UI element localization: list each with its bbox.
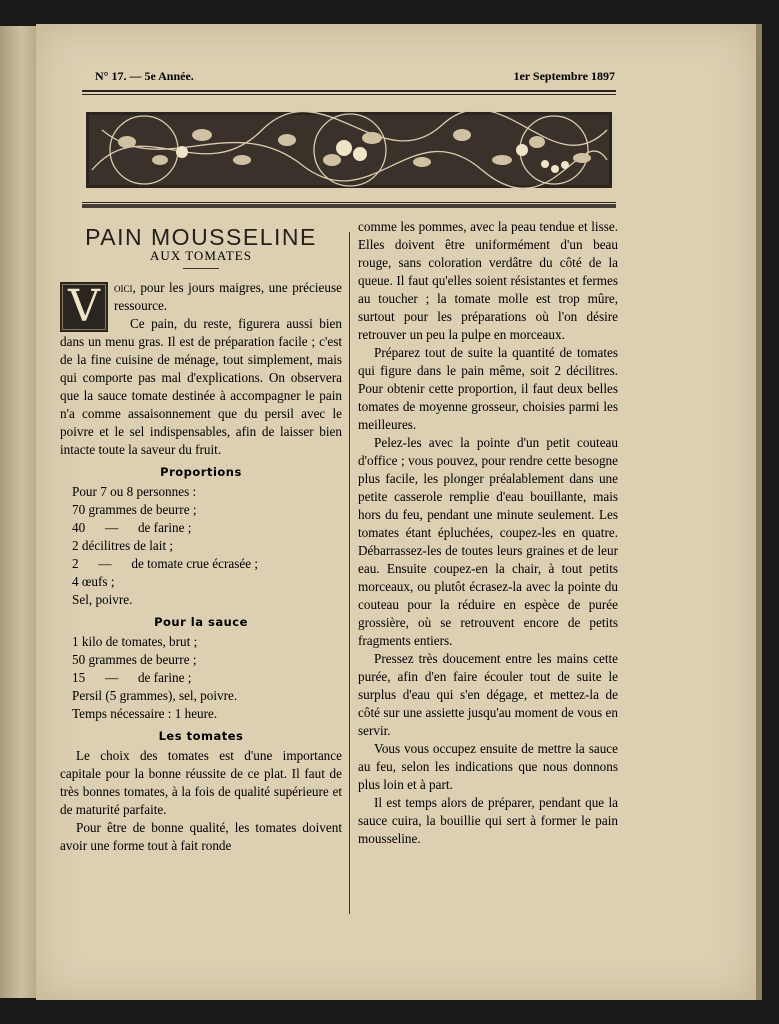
sauce-ingredient-line: 50 grammes de beurre ; <box>72 652 197 667</box>
issue-date: 1er Septembre 1897 <box>513 69 615 83</box>
proportions-heading: Proportions <box>160 465 242 479</box>
page-edge <box>756 24 762 1000</box>
sauce-heading: Pour la sauce <box>154 615 248 629</box>
tomates-heading: Les tomates <box>158 729 244 743</box>
ingredient-line: 2 — de tomate crue écrasée ; <box>72 556 259 571</box>
ingredient-line: Sel, poivre. <box>72 592 133 607</box>
body-paragraph: Ce pain, du reste, figurera aussi bien dans un menu gras. Il est de préparation facile ; c'est de la fine cuisine de ménage, tout simplement, mais qui comporte pas mal d'explications. On observera que la sauce tomate destinée à accompagner le pain n'a comme assaisonnement que du persil avec le poivre et le sel indispensables, afin de laisser bien intacte toute la saveur du fruit. <box>60 316 342 457</box>
body-paragraph: Préparez tout de suite la quantité de tomates qui figure dans le pain même, soit 2 décilitres. Pour obtenir cette proportion, il faut deux belles tomates de moyenne grosseur, choisies parmi les meilleures. <box>358 345 618 432</box>
article-subtitle: AUX TOMATES <box>150 248 252 263</box>
article-title: PAIN MOUSSELINE <box>85 224 317 250</box>
column-right <box>358 218 618 848</box>
dropcap-letter: V <box>60 282 108 332</box>
issue-number: N° 17. — 5e Année. <box>95 69 194 83</box>
facing-page-edge <box>0 26 36 998</box>
ingredient-line: 70 grammes de beurre ; <box>72 502 197 517</box>
sauce-ingredient-line: 15 — de farine ; <box>72 670 192 685</box>
body-paragraph: Le choix des tomates est d'une importance capitale pour la bonne réussite de ce plat. Il faut de très bonnes tomates, à la fois de qualité supérieure et de maturité parfaite. <box>60 748 342 817</box>
body-paragraph: Pour être de bonne qualité, les tomates doivent avoir une forme tout à fait ronde <box>60 820 342 853</box>
body-paragraph: Pressez très doucement entre les mains cette purée, afin d'en faire écouler tout de suite le surplus d'eau qui s'en dégage, et mettez-la de côté sur une assiette jusqu'au moment de vous en servir. <box>358 651 618 738</box>
sauce-ingredient-line: Persil (5 grammes), sel, poivre. <box>72 688 238 703</box>
decorative-fruit-banner <box>82 90 616 208</box>
body-paragraph: Vous vous occupez ensuite de mettre la sauce au feu, selon les indications que nous donnons plus loin et à part. <box>358 741 618 792</box>
column-left <box>60 218 342 855</box>
sauce-ingredient-line: 1 kilo de tomates, brut ; <box>72 634 198 649</box>
ingredient-line: 2 décilitres de lait ; <box>72 538 174 553</box>
ingredient-line: Pour 7 ou 8 personnes : <box>72 484 197 499</box>
intro-text: pour les jours maigres, une précieuse ressource. <box>114 280 342 313</box>
intro-paragraph <box>60 279 342 332</box>
ingredient-line: 40 — de farine ; <box>72 520 192 535</box>
title-rule <box>183 268 219 269</box>
column-divider <box>349 232 350 914</box>
body-paragraph: Pelez-les avec la pointe d'un petit couteau d'office ; vous pouvez, pour rendre cette besogne plus facile, les plonger préalablement dans une petite casserole remplie d'eau bouillante, mais hors du feu, pendant une minute seulement. Les tomates étant épluchées, coupez-les en quatre. Débarrassez-les de toutes leurs graines et de leur eau. Ensuite coupez-en la chair, à tout petits morceaux, ou plutôt écrasez-la avec la pointe du couteau pour la réduire en espèce de purée grossière, où se retrouvent encore de petits fragments entiers. <box>358 435 618 648</box>
body-paragraph: comme les pommes, avec la peau tendue et lisse. Elles doivent être uniformément d'un beau rouge, sans coloration verdâtre du côté de la queue. Il faut qu'elles soient résistantes et fermes au toucher ; la tomate molle est trop mûre, surtout pour les préparations où l'on désire retrouver un peu la pulpe en morceaux. <box>358 219 618 342</box>
body-paragraph: Il est temps alors de préparer, pendant que la sauce cuira, la bouillie qui sert à former le pain mousseline. <box>358 795 618 846</box>
running-header <box>95 69 615 87</box>
ingredient-line: 4 œufs ; <box>72 574 115 589</box>
sauce-ingredient-line: Temps nécessaire : 1 heure. <box>72 706 218 721</box>
intro-smallcaps: oici, <box>114 280 136 295</box>
